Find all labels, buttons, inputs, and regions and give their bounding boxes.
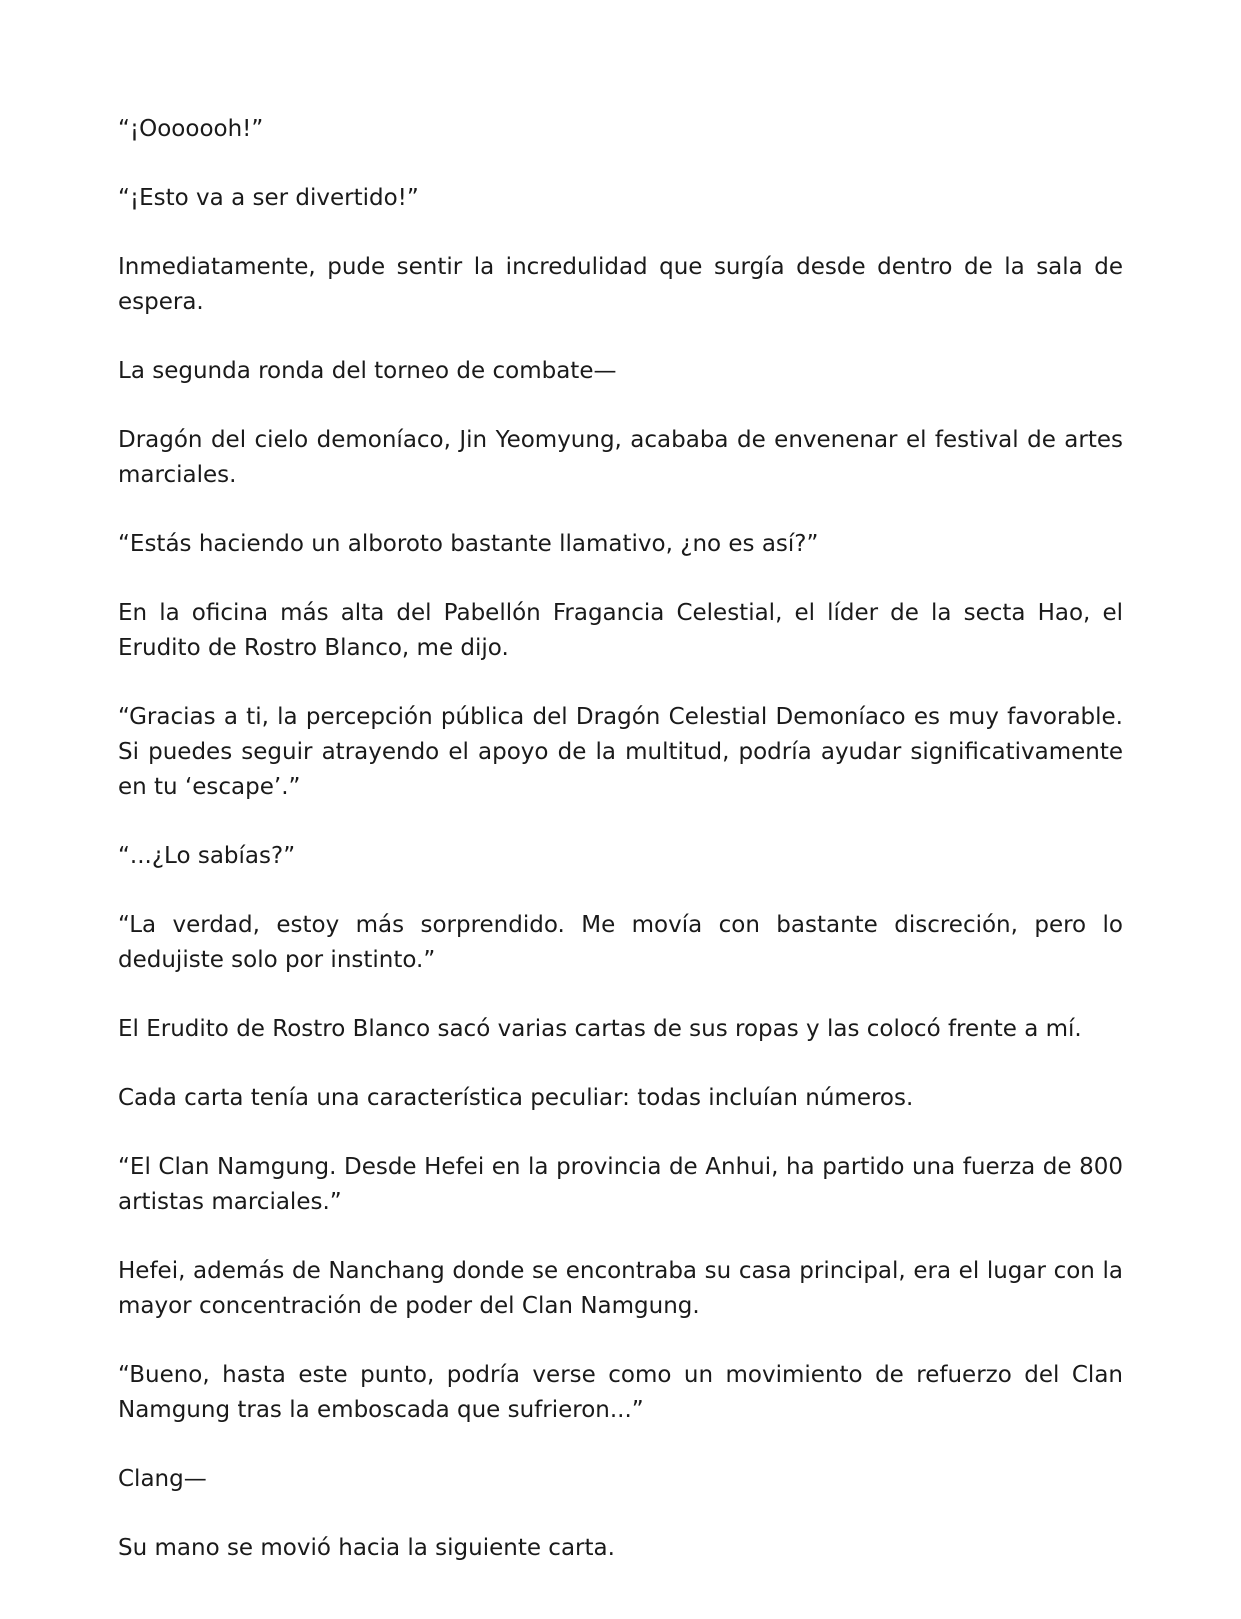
dialogue-paragraph: “Bueno, hasta este punto, podría verse como un movimiento de refuerzo del Clan Namgung tras la emboscada que sufrieron...” [118,1362,1123,1423]
narration-paragraph: Clang— [118,1466,207,1492]
dialogue-paragraph: “Gracias a ti, la percepción pública del Dragón Celestial Demoníaco es muy favorable. Si puedes seguir atrayendo el apoyo de la multitud, podría ayudar significativamente en tu ‘escape’.” [118,704,1123,800]
narration-paragraph: Inmediatamente, pude sentir la incredulidad que surgía desde dentro de la sala de espera. [118,254,1123,315]
narration-paragraph: El Erudito de Rostro Blanco sacó varias cartas de sus ropas y las colocó frente a mí. [118,1016,1082,1042]
dialogue-paragraph: “¡Ooooooh!” [118,116,264,142]
dialogue-paragraph: “¡Esto va a ser divertido!” [118,185,419,211]
narration-paragraph: Cada carta tenía una característica peculiar: todas incluían números. [118,1085,914,1111]
dialogue-paragraph: “El Clan Namgung. Desde Hefei en la provincia de Anhui, ha partido una fuerza de 800 artistas marciales.” [118,1154,1123,1215]
narration-paragraph: La segunda ronda del torneo de combate— [118,358,617,384]
narration-paragraph: Dragón del cielo demoníaco, Jin Yeomyung, acababa de envenenar el festival de artes marciales. [118,427,1123,488]
document-body [118,112,1123,1600]
narration-paragraph: Su mano se movió hacia la siguiente carta. [118,1535,615,1561]
dialogue-paragraph: “Estás haciendo un alboroto bastante llamativo, ¿no es así?” [118,531,819,557]
dialogue-paragraph: “...¿Lo sabías?” [118,843,296,869]
narration-paragraph: En la oficina más alta del Pabellón Fragancia Celestial, el líder de la secta Hao, el Erudito de Rostro Blanco, me dijo. [118,600,1123,661]
dialogue-paragraph: “La verdad, estoy más sorprendido. Me movía con bastante discreción, pero lo dedujiste solo por instinto.” [118,912,1123,973]
narration-paragraph: Hefei, además de Nanchang donde se encontraba su casa principal, era el lugar con la mayor concentración de poder del Clan Namgung. [118,1258,1123,1319]
